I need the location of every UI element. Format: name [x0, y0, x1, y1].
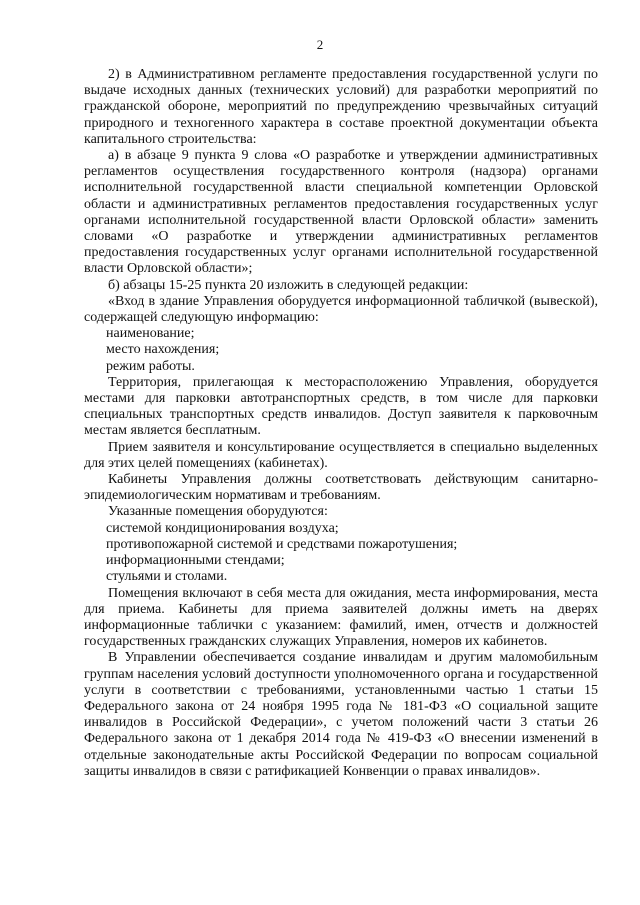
list-item-fire-safety: противопожарной системой и средствами пожаротушения;	[106, 536, 458, 552]
paragraph-subitem-b: б) абзацы 15-25 пункта 20 изложить в следующей редакции:	[108, 277, 469, 293]
document-body	[84, 67, 598, 780]
paragraph-subitem-a: а) в абзаце 9 пункта 9 слова «О разработке и утверждении административных регламентов осуществления государственного контроля (надзора) органами исполнительной государственной власти специальной компетенции Орловской области и административных регламентов предоставления государственных услуг органами исполнительной государственной власти Орловской области» заменить словами «О разработке и утверждении административных регламентов предоставления государственных услуг органами исполнительной государственной власти Орловской области»;	[84, 148, 598, 277]
paragraph-entrance-sign: «Вход в здание Управления оборудуется информационной табличкой (вывеской), содержащей следующую информацию:	[84, 293, 598, 326]
paragraph-amendment-2: 2) в Административном регламенте предоставления государственной услуги по выдаче исходных данных (технических условий) для разработки мероприятий по гражданской обороне, мероприятий по предупреждению чрезвычайных ситуаций природного и техногенного характера в составе проектной документации объекта капитального строительства:	[84, 67, 598, 147]
paragraph-accessibility: В Управлении обеспечивается создание инвалидам и другим маломобильным группам населения условий доступности уполномоченного органа и государственной услуги в соответствии с требованиями, установленными частью 1 статьи 15 Федерального закона от 24 ноября 1995 года № 181-ФЗ «О социальной защите инвалидов в Российской Федерации», с учетом положений части 3 статьи 26 Федерального закона от 1 декабря 2014 года № 419-ФЗ «О внесении изменений в отдельные законодательные акты Российской Федерации по вопросам социальной защиты инвалидов в связи с ратификацией Конвенции о правах инвалидов».	[84, 650, 598, 779]
page-number: 2	[316, 37, 324, 52]
list-item-info-stands: информационными стендами;	[106, 553, 285, 569]
paragraph-premises: Помещения включают в себя места для ожидания, места информирования, места для приема. Кабинеты для приема заявителей должны иметь на дверях информационные таблички с указанием: фамилий, имен, отчеств и должностей государственных гражданских служащих Управления, номеров их кабинетов.	[84, 585, 598, 650]
list-item-location: место нахождения;	[106, 342, 220, 358]
list-item-name: наименование;	[106, 326, 195, 342]
paragraph-reception: Прием заявителя и консультирование осуществляется в специально выделенных для этих целей помещениях (кабинетах).	[84, 439, 598, 471]
paragraph-sanitary: Кабинеты Управления должны соответствовать действующим санитарно-эпидемиологическим нормативам и требованиям.	[84, 472, 598, 504]
list-item-air-conditioning: системой кондиционирования воздуха;	[106, 520, 339, 536]
paragraph-equipment-intro: Указанные помещения оборудуются:	[108, 504, 328, 520]
paragraph-parking: Территория, прилегающая к месторасположению Управления, оборудуется местами для парковки автотранспортных средств, в том числе для парковки специальных транспортных средств инвалидов. Доступ заявителя к парковочным местам является бесплатным.	[84, 374, 598, 439]
list-item-furniture: стульями и столами.	[106, 569, 228, 585]
list-item-schedule: режим работы.	[106, 358, 195, 374]
